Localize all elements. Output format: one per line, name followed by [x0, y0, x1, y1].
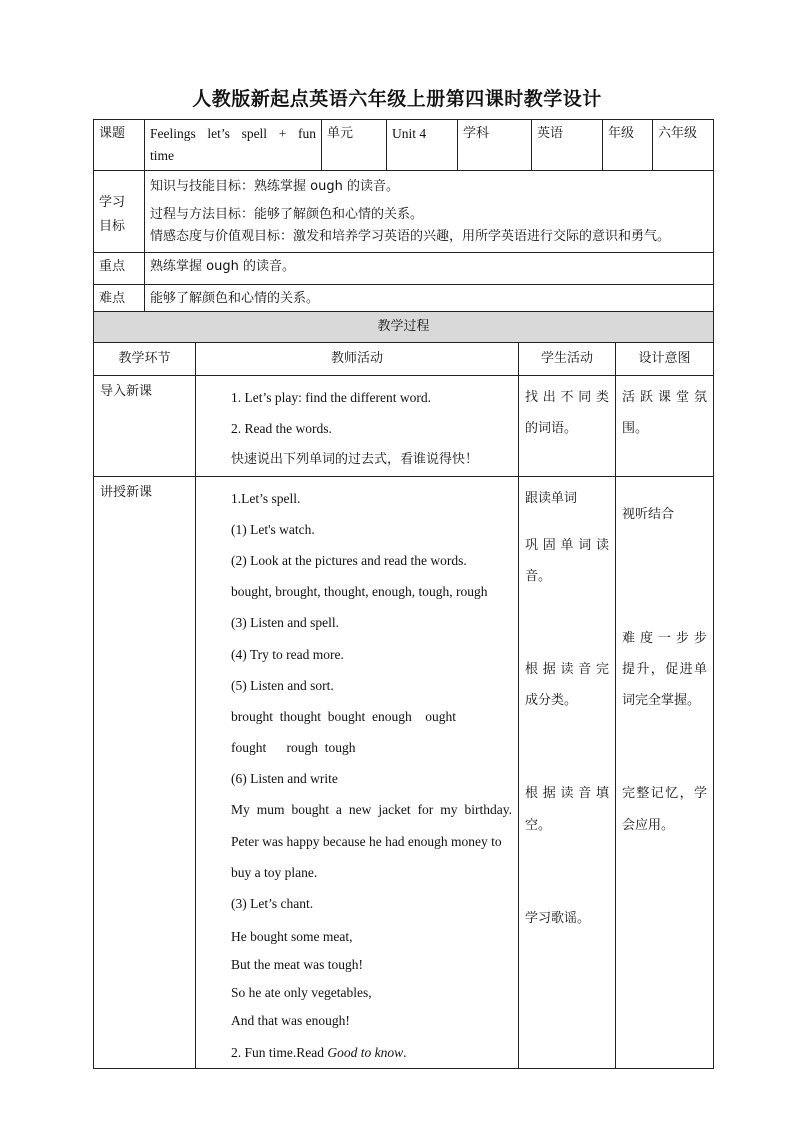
design-intent-new-lesson [616, 476, 714, 1069]
list-item: He bought some meat, [231, 929, 353, 945]
list-item: 成分类。 [525, 693, 578, 709]
col-header-design: 设计意图 [616, 343, 714, 376]
teaching-process-table [93, 311, 714, 1069]
col-header-student: 学生活动 [519, 343, 616, 376]
difficulty-value: 能够了解颜色和心情的关系。 [145, 285, 714, 314]
subject-label: 学科 [458, 120, 532, 171]
list-item: So he ate only vegetables, [231, 985, 372, 1001]
list-item: My mum bought a new jacket for my birthday. [231, 802, 512, 818]
list-item: bought, brought, thought, enough, tough, rough [231, 584, 488, 600]
stage-new-lesson: 讲授新课 [94, 476, 196, 1069]
list-item: 会应用。 [622, 817, 675, 833]
list-item: 空。 [525, 817, 552, 833]
list-item: fought rough tough [231, 740, 356, 756]
list-item: (6) Listen and write [231, 771, 338, 787]
teacher-activity-new-lesson [196, 476, 519, 1069]
stage-intro: 导入新课 [94, 376, 196, 477]
topic-label: 课题 [94, 120, 145, 171]
fun-time-period: . [403, 1045, 407, 1061]
list-item [231, 1037, 512, 1068]
goal-process: 过程与方法目标：能够了解颜色和心情的关系。 [150, 207, 424, 223]
list-item: 完整记忆，学 [622, 786, 708, 802]
list-item: 视听结合 [622, 506, 675, 522]
list-item: (5) Listen and sort. [231, 677, 334, 693]
list-item: (3) Let’s chant. [231, 896, 314, 911]
list-item: 的词语。 [525, 421, 578, 437]
table-row-intro [94, 376, 714, 477]
teacher-activity-intro [196, 376, 519, 477]
document-title: 人教版新起点英语六年级上册第四课时教学设计 [192, 88, 602, 110]
list-item: And that was enough! [231, 1013, 350, 1029]
grade-label: 年级 [603, 120, 653, 171]
process-heading: 教学过程 [94, 312, 714, 343]
col-header-teacher: 教师活动 [196, 343, 519, 376]
goal-attitude: 情感态度与价值观目标：激发和培养学习英语的兴趣，用所学英语进行交际的意识和勇气。 [150, 229, 671, 245]
learning-goals [145, 171, 714, 253]
col-header-stage: 教学环节 [94, 343, 196, 376]
list-item: Peter was happy because he had enough money to [231, 833, 502, 849]
list-item: (3) Listen and spell. [231, 615, 339, 631]
fun-time-book-title: Good to know [327, 1045, 404, 1061]
list-item: 音。 [525, 568, 552, 584]
table-row-new-lesson [94, 476, 714, 1069]
list-item: 根据读音完 [525, 661, 609, 677]
subject-value: 英语 [532, 120, 603, 171]
list-item: 难度一步步 [622, 630, 708, 646]
list-item: buy a toy plane. [231, 864, 318, 880]
list-item: (2) Look at the pictures and read the words. [231, 552, 467, 568]
grade-value: 六年级 [653, 120, 714, 171]
topic-line-2: time [150, 148, 174, 164]
list-item: 1. Let’s play: find the different word. [231, 390, 431, 405]
list-item: 1.Let’s spell. [231, 490, 301, 506]
lesson-info-table [93, 119, 714, 314]
goals-label-line-2: 目标 [99, 219, 126, 235]
list-item: (4) Try to read more. [231, 646, 344, 662]
unit-value: Unit 4 [387, 120, 458, 171]
list-item: (1) Let's watch. [231, 521, 315, 537]
goals-label [94, 171, 145, 253]
list-item: 学习歌谣。 [525, 910, 591, 926]
list-item: 围。 [622, 421, 649, 437]
topic-line-1: Feelings let’s spell + fun [150, 126, 316, 141]
list-item: 根据读音填 [525, 786, 609, 802]
topic-value [145, 120, 322, 171]
key-point-value: 熟练掌握 ough 的读音。 [145, 253, 714, 285]
list-item: 活跃课堂氛 [622, 390, 708, 405]
design-intent-intro [616, 376, 714, 477]
key-point-label: 重点 [94, 253, 145, 285]
list-item: But the meat was tough! [231, 957, 363, 973]
goals-label-line-1: 学习 [99, 195, 126, 211]
goal-knowledge: 知识与技能目标：熟练掌握 ough 的读音。 [150, 179, 399, 195]
student-activity-new-lesson [519, 476, 616, 1069]
list-item: 找出不同类 [525, 390, 609, 405]
difficulty-label: 难点 [94, 285, 145, 314]
list-item: brought thought bought enough ought [231, 708, 456, 724]
fun-time-prefix: 2. Fun time.Read [231, 1045, 328, 1061]
list-item: 巩固单词读 [525, 537, 609, 553]
list-item: 词完全掌握。 [622, 693, 701, 709]
list-item: 快速说出下列单词的过去式，看谁说得快！ [231, 452, 479, 468]
list-item: 提升，促进单 [622, 661, 708, 677]
unit-label: 单元 [322, 120, 387, 171]
student-activity-intro [519, 376, 616, 477]
list-item [525, 468, 609, 530]
list-item: 2. Read the words. [231, 421, 332, 437]
list-item-text: 跟读单词 [525, 490, 578, 506]
